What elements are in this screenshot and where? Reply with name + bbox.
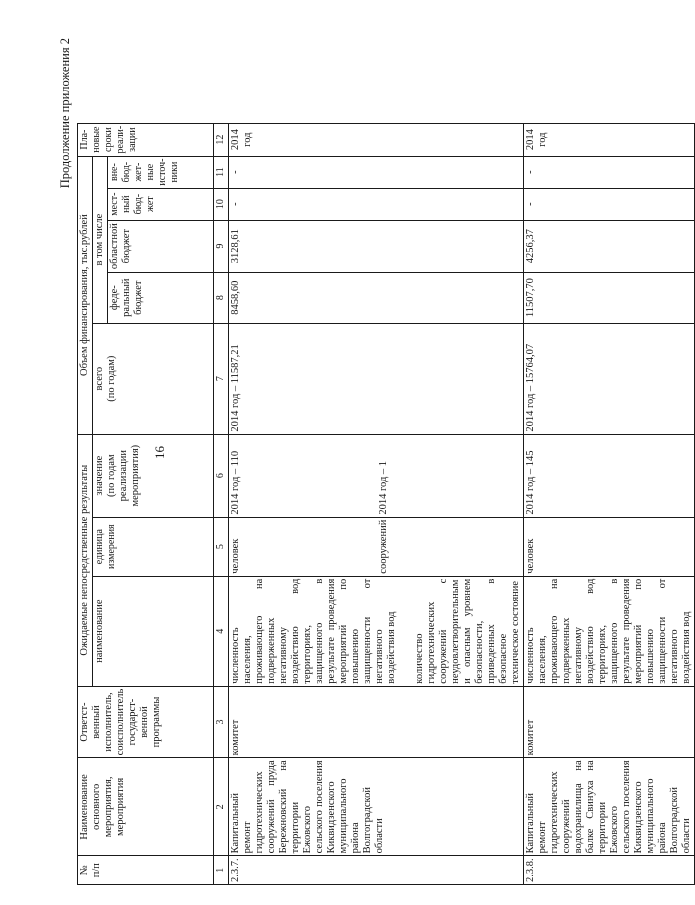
header-federal: феде- ральный бюджет: [108, 272, 214, 323]
result-unit: сооружений: [378, 519, 389, 574]
column-number: 7: [214, 323, 229, 434]
row-results: [229, 576, 524, 686]
column-numbers-row: [214, 123, 229, 884]
result-value: 2014 год – 145: [525, 450, 536, 515]
table-row-2-3-7: [229, 123, 524, 884]
header-total: всего (по годам): [93, 323, 214, 434]
result-unit: человек: [230, 538, 241, 574]
column-number: 11: [214, 156, 229, 188]
result-name: численность населения, проживающего на подверженных негативному воздействию вод территориях, защищенного в результате проведения мероприятий по повышению защищенности от негативного воздействия вод: [525, 578, 692, 684]
result-value: 2014 год – 110: [230, 450, 241, 515]
row-total: 2014 год – 15764,07: [524, 323, 695, 434]
result-name: количество гидротехнических сооружений с неудовлетворительным и опасным уровнем безопасности, приведенных в безопасное техническое состояние: [414, 578, 521, 684]
row-plan: 2014 год: [229, 123, 524, 156]
table-row-2-3-8: [524, 123, 695, 884]
row-responsible: комитет: [229, 686, 524, 758]
column-number: 3: [214, 686, 229, 758]
result-name: численность населения, проживающего на подверженных негативному воздействию вод территориях, защищенного в результате проведения мероприятий по повышению защищенности от негативного воздействия вод: [230, 578, 397, 684]
row-units: [524, 517, 695, 576]
row-local: -: [229, 188, 524, 220]
header-local: мест- ный бюд- жет: [108, 188, 214, 220]
column-number: 2: [214, 758, 229, 856]
row-local: -: [524, 188, 695, 220]
row-federal: 11507,70: [524, 272, 695, 323]
appendix-continuation-title: Продолжение приложения 2: [58, 38, 72, 189]
row-regional: 3128,61: [229, 220, 524, 272]
column-number: 4: [214, 576, 229, 686]
row-units: [229, 517, 524, 576]
column-number: 6: [214, 434, 229, 517]
row-total: 2014 год – 11587,21: [229, 323, 524, 434]
header-responsible: Ответст- венный исполнитель, соисполнитель государст- венной программы: [78, 686, 214, 758]
column-number: 12: [214, 123, 229, 156]
column-number: 5: [214, 517, 229, 576]
row-values: [524, 434, 695, 517]
column-number: 8: [214, 272, 229, 323]
header-num: № п/п: [78, 856, 214, 885]
header-row-1: [78, 123, 93, 884]
column-number: 10: [214, 188, 229, 220]
row-measure-name: Капитальный ремонт гидротехнических сооружений водохранилища на балке Свинуха на территории Ежовского сельского поселения Киквидзенского муниципального района Волгоградской области: [524, 758, 695, 856]
header-result-name: наименование: [93, 576, 214, 686]
row-extrabudget: -: [524, 156, 695, 188]
row-responsible: комитет: [524, 686, 695, 758]
row-extrabudget: -: [229, 156, 524, 188]
row-number: 2.3.8.: [524, 856, 695, 885]
row-results: [524, 576, 695, 686]
row-federal: 8458,60: [229, 272, 524, 323]
column-number: 9: [214, 220, 229, 272]
header-incl-group: в том числе: [93, 156, 108, 323]
header-plan-terms: Пла- новые сроки реали- зации: [78, 123, 214, 156]
result-value: 2014 год – 1: [378, 460, 389, 515]
header-results-group: Ожидаемые непосредственные результаты: [78, 434, 93, 686]
program-table: [77, 123, 695, 885]
row-measure-name: Капитальный ремонт гидротехнических сооружений пруда Бережновский на территории Ежовского сельского поселения Киквидзенского муниципального района Волгоградской области: [229, 758, 524, 856]
header-extrabudget: вне- бюд- жет- ные источ- ники: [108, 156, 214, 188]
row-regional: 4256,37: [524, 220, 695, 272]
row-number: 2.3.7.: [229, 856, 524, 885]
result-unit: человек: [525, 538, 536, 574]
row-values: [229, 434, 524, 517]
header-value: значение (по годам реализации мероприятия): [93, 434, 214, 517]
column-number: 1: [214, 856, 229, 885]
header-finance-group: Объем финансирования, тыс.рублей: [78, 156, 93, 434]
header-unit: единица измерения: [93, 517, 214, 576]
row-plan: 2014 год: [524, 123, 695, 156]
header-regional: областной бюджет: [108, 220, 214, 272]
page-number: 16: [152, 446, 167, 459]
header-name: Наименование основного мероприятия, мероприятия: [78, 758, 214, 856]
